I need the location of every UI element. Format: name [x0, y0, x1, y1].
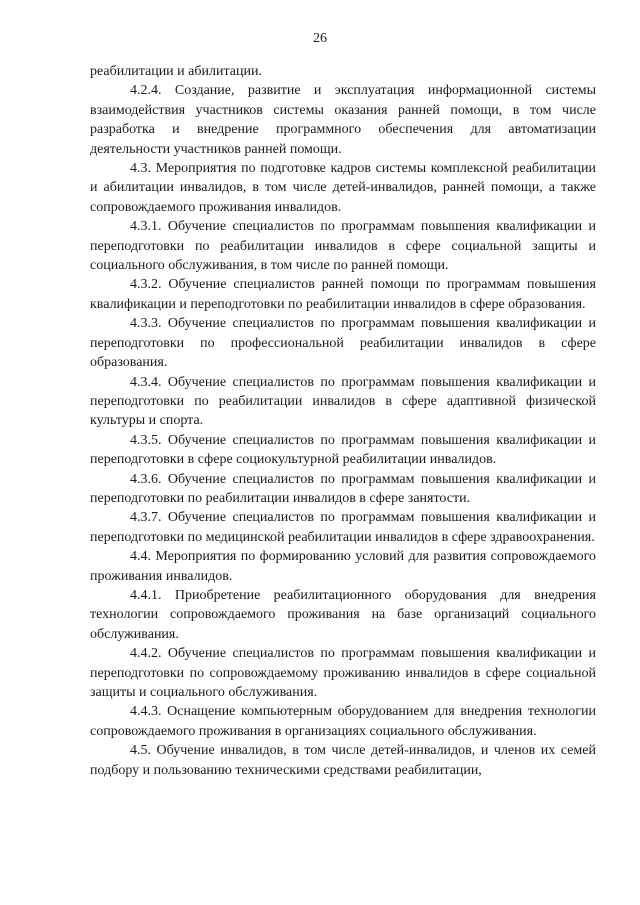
paragraph-4-3-2: 4.3.2. Обучение специалистов ранней помощи по программам повышения квалификации и переподготовки по реабилитации инвалидов в сфере образования. — [90, 277, 596, 312]
paragraph-4-4-1: 4.4.1. Приобретение реабилитационного оборудования для внедрения технологии сопровождаемого проживания на базе организаций социального обслуживания. — [90, 587, 596, 642]
paragraph-4-4-3: 4.4.3. Оснащение компьютерным оборудованием для внедрения технологии сопровождаемого проживания в организациях социального обслуживания. — [90, 704, 596, 739]
paragraph-4-5: 4.5. Обучение инвалидов, в том числе детей-инвалидов, и членов их семей подбору и пользованию техническими средствами реабилитации, — [90, 743, 596, 778]
paragraph-4-3-1: 4.3.1. Обучение специалистов по программам повышения квалификации и переподготовки по реабилитации инвалидов в сфере социальной защиты и социального обслуживания, в том числе по ранней помощи. — [90, 219, 596, 274]
paragraph-4-3-4: 4.3.4. Обучение специалистов по программам повышения квалификации и переподготовки по реабилитации инвалидов в сфере адаптивной физической культуры и спорта. — [90, 374, 596, 429]
paragraph-4-3-3: 4.3.3. Обучение специалистов по программам повышения квалификации и переподготовки по профессиональной реабилитации инвалидов в сфере образования. — [90, 316, 596, 371]
paragraph-4-3-5: 4.3.5. Обучение специалистов по программам повышения квалификации и переподготовки в сфере социокультурной реабилитации инвалидов. — [90, 432, 596, 468]
paragraph-4-3-7: 4.3.7. Обучение специалистов по программам повышения квалификации и переподготовки по медицинской реабилитации инвалидов в сфере здравоохранения. — [90, 510, 596, 545]
paragraph-4-3: 4.3. Мероприятия по подготовке кадров системы комплексной реабилитации и абилитации инвалидов, в том числе детей-инвалидов, ранней помощи, а также сопровождаемого проживания инвалидов. — [90, 161, 596, 215]
document-body — [90, 62, 596, 780]
paragraph-4-3-6: 4.3.6. Обучение специалистов по программам повышения квалификации и переподготовки по реабилитации инвалидов в сфере занятости. — [90, 471, 596, 506]
paragraph-4-4: 4.4. Мероприятия по формированию условий для развития сопровождаемого проживания инвалидов. — [90, 549, 596, 584]
page-number: 26 — [313, 31, 327, 46]
paragraph-4-2-4: 4.2.4. Создание, развитие и эксплуатация информационной системы взаимодействия участников системы оказания ранней помощи, в том числе разработка и внедрение программного обеспечения для автоматизации деятельности участников ранней помощи. — [90, 83, 596, 157]
paragraph-continuation: реабилитации и абилитации. — [90, 64, 262, 79]
paragraph-4-4-2: 4.4.2. Обучение специалистов по программам повышения квалификации и переподготовки по сопровождаемому проживанию инвалидов в сфере социальной защиты и социального обслуживания. — [90, 646, 596, 700]
